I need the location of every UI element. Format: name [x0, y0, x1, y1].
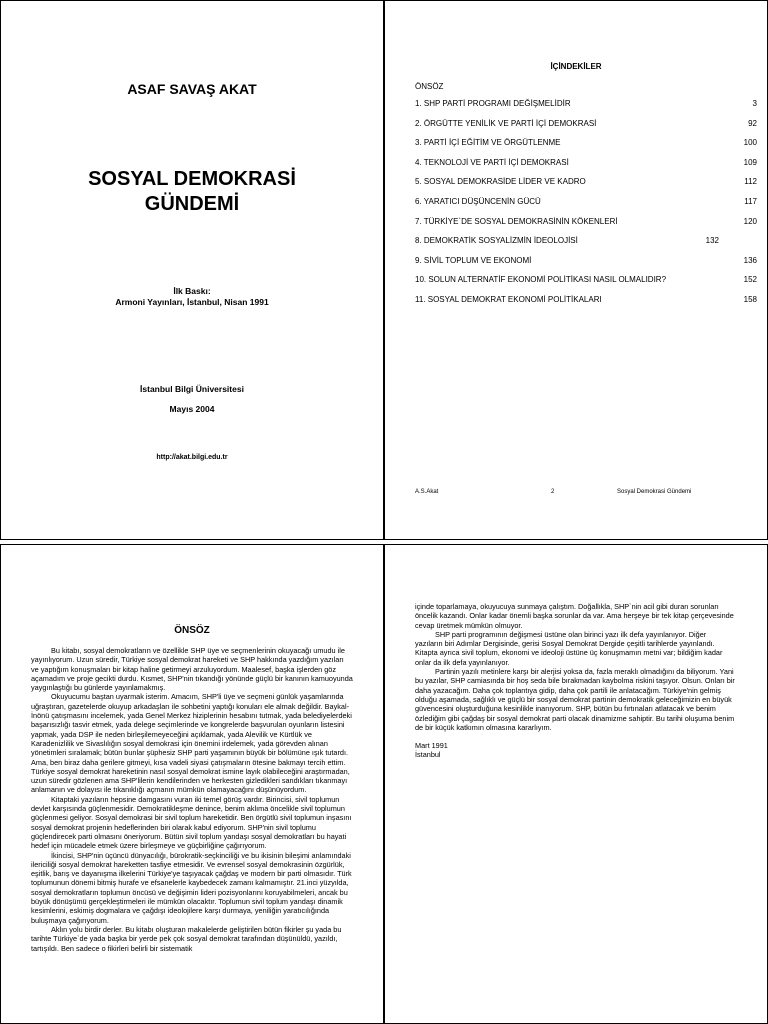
- toc-entry-page: 120: [743, 216, 757, 226]
- preface-paragraph: Aklın yolu birdir derler. Bu kitabı oluşturan makalelerde geliştirilen bütün fikirler şu yada bu tarihte Türkiye`de yada başka bir yerde pek çok sosyal demokrat tarafından düşünüldü, yazıldı, tartışıldı. Ben sadece o fikirleri belirli bir sistematik: [31, 924, 342, 953]
- publication-date: Mayıs 2004: [169, 404, 215, 414]
- book-title-line-1: SOSYAL DEMOKRASİ: [88, 168, 296, 190]
- toc-entry: [415, 158, 757, 178]
- preface-paragraph: SHP parti programının değişmesi üstüne olan birinci yazı ilk defa yayınlanıyor. Diğer yazıların biri Adımlar Dergisinde, gerisi Sosyal Demokrat Dergide çeşitli tarihlerde yayınlandı. Kitapta ayrıca sivil toplum, ekonomi ve ideoloji üstüne üç konuşmamın metni var; bildiğim kadar onlar da ilk defa yayınlanıyor.: [415, 629, 723, 667]
- toc-entry-label: 6. YARATICI DÜŞÜNCENİN GÜCÜ: [415, 196, 541, 206]
- preface-continued-page: [384, 544, 768, 1024]
- author-name: ASAF SAVAŞ AKAT: [127, 81, 257, 97]
- toc-entry: [415, 275, 757, 295]
- toc-entry-label: 8. DEMOKRATİK SOSYALİZMİN İDEOLOJİSİ: [415, 236, 578, 246]
- preface-paragraph: İkincisi, SHP'nin üçüncü dünyacılığı, bürokratik-seçkinciliği ve bu ikisinin bileşimi anlamındaki ilericiliği sosyal demokrat hareketten tasfiye etmesidir. Ve evrensel sosyal demokrasinin özgürlük, eşitlik, barış ve dayanışma ilkelerini Türkiye'ye taşıyacak çağdaş ve modern bir parti olmasıdır. Türk toplumunun dönemi bitmiş hurafe ve efsanelerle kaybedecek zamanı kalmamıştır. 21.inci yüzyılda, sosyal demokratların toplumun öncüsü ve değişimin lideri pozisyonlarını koruyabilmeleri, ancak bu büyük dönüşümü gerçekleştirmeleri ile mümkün olacaktır. Toplumun sivil toplum yandaşı dinamik kesimlerini, eskimiş dogmalara ve çağdışı ideolojilere karşı durmaya, yeniliğin yaratıcılığında buluşmaya çağırıyorum.: [31, 850, 352, 925]
- toc-entry-label: 11. SOSYAL DEMOKRAT EKONOMİ POLİTİKALARI: [415, 294, 602, 304]
- edition-detail: Armoni Yayınları, İstanbul, Nisan 1991: [115, 297, 269, 307]
- toc-entry-label: 4. TEKNOLOJİ VE PARTİ İÇİ DEMOKRASİ: [415, 157, 569, 167]
- preface-date: Mart 1991: [415, 741, 448, 751]
- preface-paragraph: Okuyucumu baştan uyarmak isterim. Amacım, SHP'li üye ve seçmeni günlük yaşamlarında uğraştıran, gazetelerde okuyup arkadaşları ile sohbetini yaptığı konuları ele almak değildir. Baykal-İnönü çatışmasını incelemek, yada Genel Merkez hiziplerinin hesabını tutmak, yada belediyelerdeki başarısızlığı tasvir etmek, yada delege seçimlerinde ve kongrelerde başvurulan oyunların listesini yapmak, yada DSP ile neden birleşilemeyeceğini açıklamak, yada Alevilik ve Kürtlük ve Karadenizlilik ve Sivaslılığın sosyal demokrasi için önemini irdelemek, yada görevden alınan yönetimleri sıralamak; bütün bunlar şüphesiz SHP parti yaşamının büyük bir bölümüne ışık tutardı. Ama, ben biraz daha gerilere gitmeyi, kısa vadeli siyasi çatışmaların ötesine bakmayı tercih ettim. Türkiye sosyal demokrat hareketinin nasıl sosyal demokrat ismine layık olabileceğini araştırmadan, uzun süredir gözlenen ama SHP'lilerin kendilerinden ve herkesten gizledikleri sandıkları tıkanmayı anlamanın ve dolayısı ile tıkanıklığı açmanın mümkün olamayacağını düşünüyordum.: [31, 692, 352, 795]
- toc-entry: [415, 197, 757, 217]
- toc-entry-label: 10. SOLUN ALTERNATİF EKONOMİ POLİTİKASI NASIL OLMALIDIR?: [415, 275, 667, 285]
- preface-signature: [415, 741, 735, 760]
- toc-entry-page: 117: [744, 196, 757, 206]
- footer-author: A.S.Akat: [415, 489, 439, 495]
- footer-book-title: Sosyal Demokrasi Gündemi: [617, 489, 692, 495]
- toc-page: [384, 0, 768, 540]
- toc-entry-page: 158: [743, 294, 757, 304]
- edition-label: İlk Baskı:: [173, 286, 211, 296]
- preface-body: [31, 646, 353, 953]
- toc-entry-label: 2. ÖRGÜTTE YENİLİK VE PARTİ İÇİ DEMOKRASİ: [415, 118, 597, 128]
- toc-entry-label: 3. PARTİ İÇİ EĞİTİM VE ÖRGÜTLENME: [415, 138, 561, 148]
- website-url[interactable]: http://akat.bilgi.edu.tr: [156, 454, 228, 461]
- preface-continued-body: [415, 602, 735, 760]
- preface-title: ÖNSÖZ: [174, 625, 210, 636]
- toc-entry-page: 109: [743, 157, 757, 167]
- toc-list: [415, 99, 757, 315]
- preface-paragraph: Kitaptaki yazıların hepsine damgasını vuran iki temel görüş vardır. Birincisi, sivil toplumun devlet karşısında güçlenmesidir. Demokratikleşme denince, benim aklıma öncelikle sivil toplumun güçlenmesi geliyor. Sosyal demokrasi bir sivil toplum hareketidir. Ben örgütlü sivil toplumun inşasını sosyal demokrat projenin hedeflerinden biri olarak kabul ediyorum. SHP'nin sivil toplumu güçlendirecek parti olmasını öneriyorum. Bütün sivil toplum yandaşı sosyal demokratları bu hayati hedef için mücadele etmek üzere birleşmeye ve güçbirliğine çağırıyorum.: [31, 794, 352, 851]
- toc-entry-label: 9. SİVİL TOPLUM VE EKONOMİ: [415, 255, 532, 265]
- toc-entry-page: 100: [743, 138, 757, 148]
- toc-entry-page: 136: [743, 255, 757, 265]
- toc-entry-onsoz: ÖNSÖZ: [415, 82, 444, 91]
- toc-entry-page: 112: [744, 177, 757, 187]
- toc-entry-label: 1. SHP PARTİ PROGRAMI DEĞİŞMELİDİR: [415, 99, 571, 108]
- toc-entry: [415, 256, 757, 276]
- book-title: [1, 167, 383, 217]
- cover-page: [0, 0, 384, 540]
- preface-place: İstanbul: [415, 750, 441, 760]
- university-name: İstanbul Bilgi Üniversitesi: [140, 384, 244, 394]
- edition-info: [1, 286, 383, 308]
- preface-paragraph: Bu kitabı, sosyal demokratların ve özellikle SHP üye ve seçmenlerinin okuyacağı umudu ile yayınlıyorum. Uzun süredir, Türkiye sosyal demokrat hareketi ve SHP hakkında yazdığım yazıları ve yaptığım konuşmaları bir kitap haline getirmeyi arzuluyordum. Maalesef, başka işlerden göz açamadım ve proje gecikti durdu. Kısmet, SHP'nin tıkandığı yönünde güçlü bir kanının kamuoyunda yaygınlaştığı bu günlerde yayınlamakmış.: [31, 646, 353, 693]
- toc-entry: [415, 99, 757, 119]
- toc-entry-page: 132: [705, 236, 719, 246]
- toc-entry: [415, 236, 757, 256]
- toc-entry-page: 3: [752, 99, 757, 108]
- toc-entry-label: 7. TÜRKİYE`DE SOSYAL DEMOKRASİNİN KÖKENLERİ: [415, 216, 618, 226]
- toc-entry: [415, 217, 757, 237]
- toc-entry: [415, 295, 757, 315]
- toc-entry: [415, 119, 757, 139]
- toc-entry-label: 5. SOSYAL DEMOKRASİDE LİDER VE KADRO: [415, 177, 586, 187]
- toc-entry-page: 152: [743, 275, 757, 285]
- toc-entry: [415, 177, 757, 197]
- preface-paragraph: içinde toparlamaya, okuyucuya sunmaya çalıştım. Doğallıkla, SHP`nin acil gibi duran sorunları öncelik kazandı. Onlar kadar önemli başka sorunlar da var. Ama herşeye bir tek kitap çerçevesinde cevap üretmek mümkün olmuyor.: [415, 602, 734, 630]
- book-title-line-2: GÜNDEMİ: [144, 193, 240, 215]
- toc-heading: İÇİNDEKİLER: [550, 62, 602, 71]
- preface-paragraph: Partinin yazılı metinlere karşı bir alerjisi yoksa da, fazla meraklı olmadığını da biliyorum. Yani bu yazılar, SHP camiasında bir hoş seda bile bırakmadan kaybolma riskini taşıyor. Olsun. Onları bir daha yazacağım. Daha çok toplantıya gidip, daha çok partili ile anlatacağım. Türkiye'nin gelmiş olduğu aşamada, sağlıklı ve güçlü bir sosyal demokrat partinin demokratik geleceğimizin en büyük güvencesini oluşturduğuna kesinlikle inanıyorum. SHP, bütün bu fırtınaları atlatacak ve benim özlediğim gibi çağdaş bir sosyal demokrat parti olacak dinamizme sahiptir. Bu tarihi oluşuma benim de bir küçük katkımın olmasına kararlıyım.: [415, 667, 735, 732]
- footer-page-number: 2: [551, 489, 555, 495]
- toc-entry-page: 92: [748, 118, 757, 128]
- toc-entry: [415, 138, 757, 158]
- preface-page: [0, 544, 384, 1024]
